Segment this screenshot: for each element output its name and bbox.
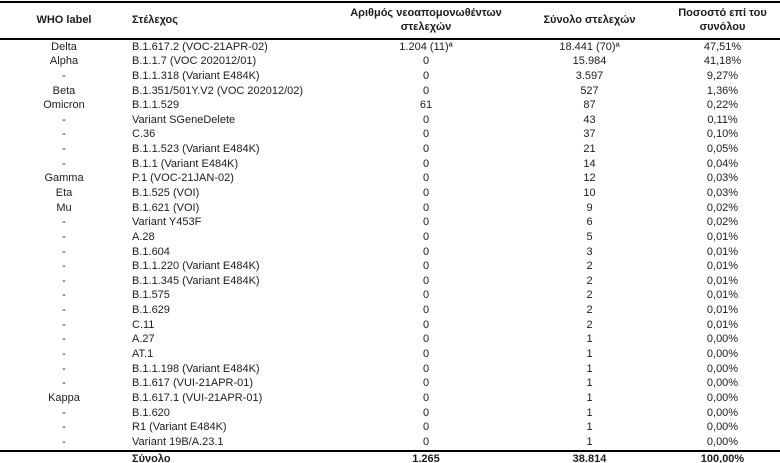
table-cell: 0,00% xyxy=(706,348,739,361)
table-cell: 0 xyxy=(422,377,430,390)
table-cell: B.1.617.1 (VUI-21APR-01) xyxy=(132,391,263,404)
table-cell: A.27 xyxy=(132,333,155,346)
table-cell: 527 xyxy=(580,84,599,97)
table-footer xyxy=(0,451,780,463)
table-cell: 0 xyxy=(422,304,430,317)
table-cell: 1,36% xyxy=(706,84,739,97)
table-cell: 0,00% xyxy=(706,362,739,375)
table-cell: 1 xyxy=(586,348,593,361)
table-cell: 0,00% xyxy=(706,406,739,419)
table-row xyxy=(0,201,780,216)
table-cell: 6 xyxy=(586,216,593,229)
table-row xyxy=(0,245,780,260)
table-cell: Mu xyxy=(56,201,72,214)
table-row xyxy=(0,332,780,347)
table-cell: 0,00% xyxy=(706,391,739,404)
table-cell: B.1.1.529 xyxy=(132,99,180,112)
table-cell: - xyxy=(62,289,66,302)
footer-empty-cell xyxy=(0,451,128,463)
table-cell: - xyxy=(62,333,66,346)
column-header-0: WHO label xyxy=(0,2,128,39)
table-row xyxy=(0,84,780,99)
table-cell: - xyxy=(62,406,66,419)
table-cell: 0 xyxy=(422,55,430,68)
table-row xyxy=(0,69,780,84)
table-row xyxy=(0,362,780,377)
table-cell: 0 xyxy=(422,274,430,287)
table-row xyxy=(0,347,780,362)
table-cell: 0,01% xyxy=(706,289,739,302)
table-cell: 0,05% xyxy=(706,143,739,156)
table-cell: - xyxy=(62,260,66,273)
table-cell: 1 xyxy=(586,362,593,375)
table-cell: 1 xyxy=(586,421,593,434)
table-row xyxy=(0,39,780,55)
variants-table xyxy=(0,1,780,463)
table-cell: 3.597 xyxy=(575,69,604,82)
table-cell: 0 xyxy=(422,172,430,185)
table-cell: 0 xyxy=(422,391,430,404)
table-cell: 0 xyxy=(422,435,430,448)
table-cell: B.1.1.318 (Variant E484K) xyxy=(132,69,260,82)
table-cell: B.1.620 xyxy=(132,406,170,419)
table-header xyxy=(0,2,780,39)
table-cell: 12 xyxy=(583,172,596,185)
table-cell: 0,01% xyxy=(706,274,739,287)
table-cell: 2 xyxy=(586,289,593,302)
table-cell: 0 xyxy=(422,84,430,97)
table-cell: 0,11% xyxy=(707,113,738,126)
table-cell: B.1.1.7 (VOC 202012/01) xyxy=(132,55,257,68)
table-cell: B.1.1.220 (Variant E484K) xyxy=(132,260,260,273)
footer-total-label: Σύνολο xyxy=(128,451,338,463)
table-row xyxy=(0,376,780,391)
table-cell: 0,01% xyxy=(706,260,739,273)
table-row xyxy=(0,318,780,333)
table-cell: - xyxy=(62,348,66,361)
table-cell: 1.204 (11)ª xyxy=(399,40,453,53)
table-cell: 47,51% xyxy=(703,40,742,53)
table-cell: 18.441 (70)ª xyxy=(559,40,620,53)
table-cell: 0 xyxy=(422,362,430,375)
table-cell: - xyxy=(62,157,66,170)
table-row xyxy=(0,230,780,245)
table-cell: Delta xyxy=(51,40,77,53)
table-cell: B.1.617 (VUI-21APR-01) xyxy=(132,377,254,390)
table-cell: 0 xyxy=(422,128,430,141)
table-cell: 0 xyxy=(422,289,430,302)
table-cell: - xyxy=(62,143,66,156)
table-row xyxy=(0,420,780,435)
table-cell: 21 xyxy=(583,143,596,156)
table-cell: - xyxy=(62,362,66,375)
table-cell: 87 xyxy=(583,99,596,112)
table-cell: 1 xyxy=(586,391,593,404)
table-cell: C.36 xyxy=(132,128,156,141)
table-footer-row xyxy=(0,451,780,463)
table-cell: 1 xyxy=(586,333,593,346)
table-cell: - xyxy=(62,304,66,317)
table-cell: 0,22% xyxy=(706,99,739,112)
table-cell: B.1.1.345 (Variant E484K) xyxy=(132,274,260,287)
table-cell: B.1.621 (VOI) xyxy=(132,201,200,214)
table-cell: 0,01% xyxy=(706,230,739,243)
table-cell: Kappa xyxy=(48,391,80,404)
table-cell: 0 xyxy=(422,245,430,258)
table-cell: R1 (Variant E484K) xyxy=(132,421,227,434)
table-cell: Variant SGeneDelete xyxy=(132,113,236,126)
table-row xyxy=(0,259,780,274)
table-cell: 9 xyxy=(586,201,593,214)
table-cell: B.1.617.2 (VOC-21APR-02) xyxy=(132,40,268,53)
table-cell: 10 xyxy=(583,187,596,199)
table-cell: - xyxy=(62,69,66,82)
table-cell: 1 xyxy=(586,406,593,419)
table-cell: 3 xyxy=(586,245,593,258)
table-cell: Variant Y453F xyxy=(132,216,202,229)
table-cell: 43 xyxy=(583,113,596,126)
table-cell: - xyxy=(62,274,66,287)
table-cell: B.1.351/501Y.V2 (VOC 202012/02) xyxy=(132,84,304,97)
table-cell: - xyxy=(62,435,66,448)
table-cell: 0,00% xyxy=(706,435,739,448)
table-cell: - xyxy=(62,113,66,126)
column-header-1: Στέλεχος xyxy=(128,2,338,39)
table-cell: 0,04% xyxy=(706,157,739,170)
table-row xyxy=(0,303,780,318)
table-row xyxy=(0,113,780,128)
table-cell: 0 xyxy=(422,406,430,419)
table-cell: 0,01% xyxy=(706,245,739,258)
table-cell: 5 xyxy=(586,230,593,243)
table-cell: 15.984 xyxy=(572,55,607,68)
table-cell: 14 xyxy=(583,157,596,170)
table-cell: 1 xyxy=(586,377,593,390)
table-cell: 0,03% xyxy=(706,187,739,199)
table-cell: 0 xyxy=(422,157,430,170)
table-cell: Beta xyxy=(52,84,76,97)
table-cell: 0 xyxy=(422,69,430,82)
table-row xyxy=(0,435,780,451)
table-cell: 37 xyxy=(583,128,596,141)
table-cell: A.28 xyxy=(132,230,155,243)
table-row xyxy=(0,274,780,289)
table-cell: B.1.1 (Variant E484K) xyxy=(132,157,239,170)
column-header-3: Σύνολο στελεχών xyxy=(514,2,665,39)
table-body xyxy=(0,39,780,451)
table-cell: 0,00% xyxy=(706,377,739,390)
table-cell: B.1.1.198 (Variant E484K) xyxy=(132,362,260,375)
table-cell: 41,18% xyxy=(703,55,742,68)
table-cell: 0 xyxy=(422,318,430,331)
table-row xyxy=(0,186,780,201)
column-header-4: Ποσοστό επί του συνόλου xyxy=(665,2,780,39)
table-cell: B.1.1.523 (Variant E484K) xyxy=(132,143,260,156)
table-cell: Eta xyxy=(55,187,73,199)
table-row xyxy=(0,98,780,113)
table-cell: 0,03% xyxy=(706,172,739,185)
table-cell: 0 xyxy=(422,143,430,156)
table-row xyxy=(0,406,780,421)
table-row xyxy=(0,391,780,406)
table-cell: B.1.604 xyxy=(132,245,170,258)
table-cell: 0 xyxy=(422,421,430,434)
table-cell: Omicron xyxy=(43,99,85,112)
table-cell: 0 xyxy=(422,348,430,361)
table-row xyxy=(0,215,780,230)
table-row xyxy=(0,54,780,69)
table-cell: - xyxy=(62,377,66,390)
table-header-row xyxy=(0,2,780,39)
table-cell: B.1.575 xyxy=(132,289,170,302)
table-cell: B.1.525 (VOI) xyxy=(132,187,200,199)
table-cell: - xyxy=(62,245,66,258)
table-cell: 9,27% xyxy=(706,69,739,82)
table-cell: 0,02% xyxy=(706,216,739,229)
table-row xyxy=(0,127,780,142)
table-cell: - xyxy=(62,230,66,243)
table-cell: - xyxy=(62,216,66,229)
table-cell: 2 xyxy=(586,304,593,317)
table-row xyxy=(0,288,780,303)
table-cell: AT.1 xyxy=(132,348,154,361)
table-row xyxy=(0,171,780,186)
table-cell: 2 xyxy=(586,260,593,273)
table-cell: - xyxy=(62,128,66,141)
table-cell: P.1 (VOC-21JAN-02) xyxy=(132,172,234,185)
table-cell: 1 xyxy=(586,435,593,448)
table-cell: Alpha xyxy=(49,55,79,68)
table-cell: 0 xyxy=(422,230,430,243)
footer-new-isolates-value: 1.265 xyxy=(338,451,514,463)
table-cell: - xyxy=(62,318,66,331)
table-cell: 2 xyxy=(586,318,593,331)
table-cell: Gamma xyxy=(44,172,84,185)
table-cell: 0,01% xyxy=(706,318,739,331)
footer-total-strains-value: 38.814 xyxy=(514,451,665,463)
table-row xyxy=(0,157,780,172)
table-cell: 0,01% xyxy=(706,304,739,317)
table-cell: 0 xyxy=(422,260,430,273)
table-cell: 0 xyxy=(422,333,430,346)
table-cell: 0 xyxy=(422,216,430,229)
table-cell: 61 xyxy=(419,99,433,112)
footer-percentage-value: 100,00% xyxy=(665,451,780,463)
table-cell: 0,00% xyxy=(706,333,739,346)
table-cell: - xyxy=(62,421,66,434)
table-cell: Variant 19B/A.23.1 xyxy=(132,435,224,448)
table-cell: C.11 xyxy=(132,318,155,331)
table-cell: 0,00% xyxy=(706,421,739,434)
table-cell: 0 xyxy=(422,201,430,214)
table-row xyxy=(0,142,780,157)
table-cell: 0 xyxy=(422,113,430,126)
table-cell: 0,10% xyxy=(706,128,739,141)
table-cell: 0,02% xyxy=(706,201,739,214)
table-cell: 0 xyxy=(422,187,430,199)
column-header-2: Αριθμός νεοαπομονωθέντων στελεχών xyxy=(338,2,514,39)
table-cell: B.1.629 xyxy=(132,304,170,317)
table-cell: 2 xyxy=(586,274,593,287)
